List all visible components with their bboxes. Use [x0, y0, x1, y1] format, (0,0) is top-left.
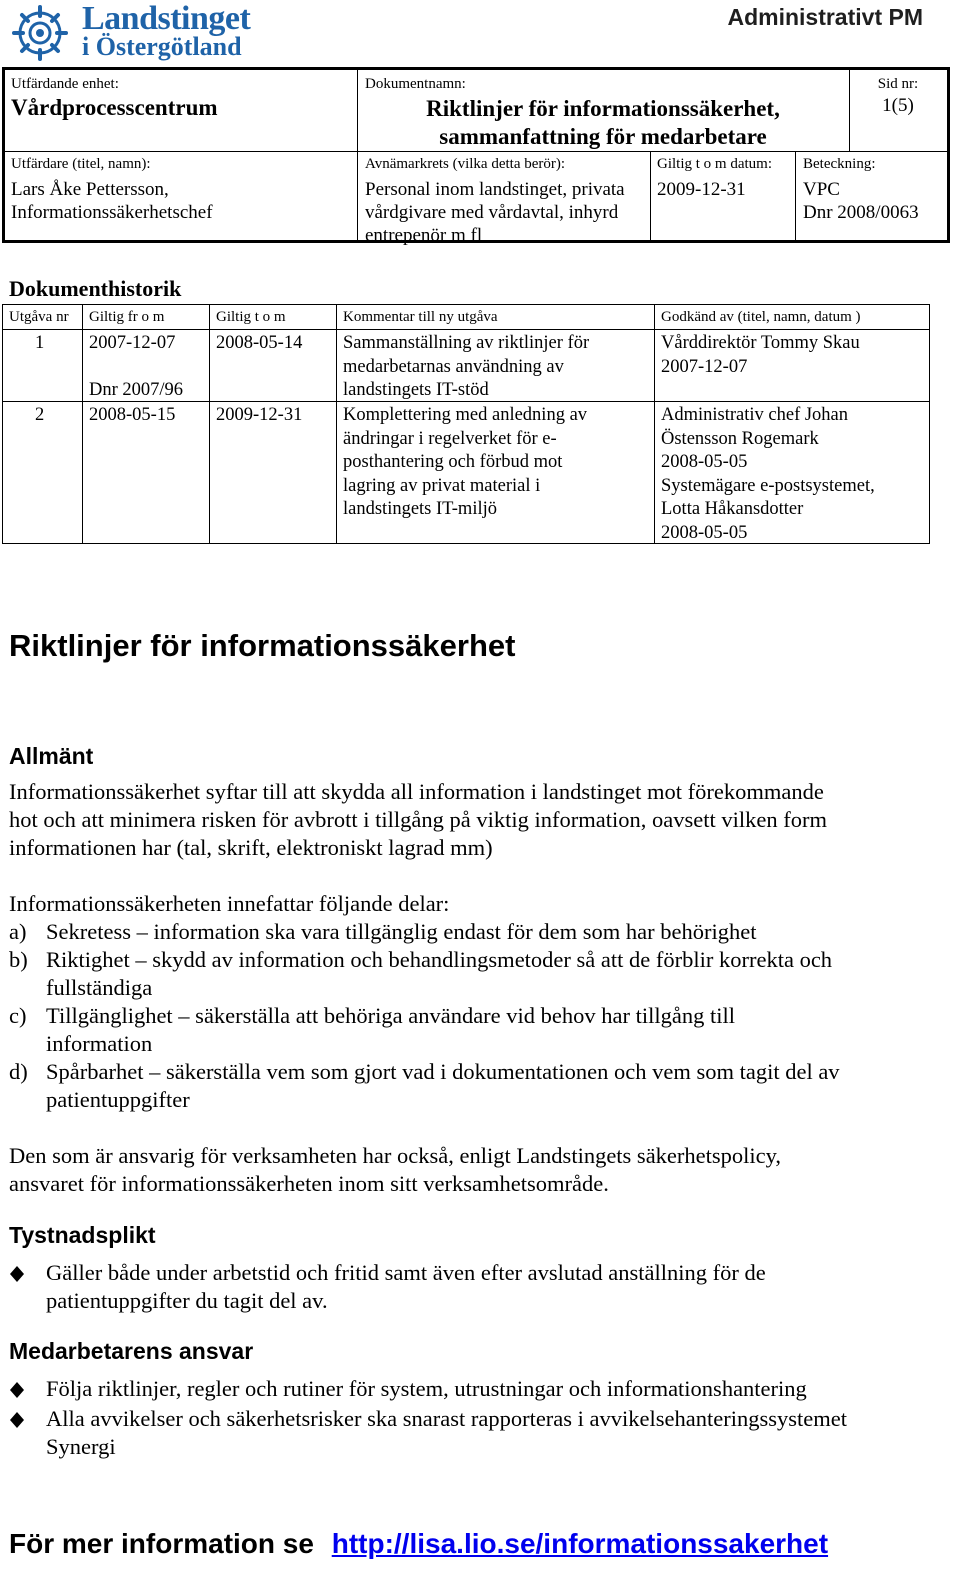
info-security-link[interactable]: http://lisa.lio.se/informationssakerhet: [331, 1528, 829, 1559]
audience-line: vårdgivare med vårdavtal, inhyrd: [365, 202, 619, 223]
document-name-line: Riktlinjer för informationssäkerhet,: [426, 96, 780, 121]
info-security-parts-list: [9, 918, 939, 1114]
list-item-text: Synergi: [46, 1434, 116, 1459]
section-heading-general: Allmänt: [9, 743, 94, 769]
designation-label: Beteckning:: [803, 156, 876, 172]
history-row2-comment: [343, 404, 587, 522]
audience-label: Avnämarkrets (vilka detta berör):: [365, 156, 566, 172]
list-item: [9, 1058, 939, 1114]
logo-line2: i Östergötland: [82, 32, 242, 61]
list-item-text: patientuppgifter du tagit del av.: [46, 1288, 328, 1313]
history-row2-to: 2009-12-31: [216, 405, 303, 425]
comment-line: medarbetarnas användning av: [343, 356, 564, 377]
logo: [8, 2, 268, 64]
history-row1-approved: [661, 332, 860, 379]
list-marker: b): [9, 947, 28, 972]
more-info-prefix: För mer information se: [9, 1528, 314, 1559]
list-item: [9, 918, 939, 946]
history-title: Dokumenthistorik: [9, 276, 182, 301]
list-item: [9, 1002, 939, 1058]
comment-line: posthantering och förbud mot: [343, 452, 563, 472]
diamond-bullet-icon: [10, 1412, 24, 1428]
list-item-text: patientuppgifter: [46, 1087, 190, 1112]
general-paragraph-2: [9, 1142, 781, 1198]
document-name-label: Dokumentnamn:: [365, 76, 466, 92]
comment-line: Komplettering med anledning av: [343, 405, 588, 425]
document-type: Administrativt PM: [727, 4, 923, 30]
approved-line: Vårddirektör Tommy Skau: [661, 333, 860, 353]
approved-line: Östensson Rogemark: [661, 428, 819, 449]
general-paragraph-1: [9, 778, 827, 862]
list-item: [9, 946, 939, 1002]
list-item-text: Följa riktlinjer, regler och rutiner för system, utrustningar och informationshantering: [46, 1376, 807, 1401]
responsibility-list: [9, 1375, 939, 1461]
page-number-label: Sid nr:: [877, 76, 919, 92]
list-marker: a): [9, 919, 27, 944]
list-item: [9, 1405, 939, 1461]
history-row1-from: 2007-12-07: [89, 333, 176, 353]
page-number-value: 1(5): [882, 95, 914, 116]
paragraph-line: ansvaret för informationssäkerheten inom sitt verksamhetsområde.: [9, 1171, 609, 1196]
history-row1-dnr: Dnr 2007/96: [89, 380, 184, 400]
comment-line: Sammanställning av riktlinjer för: [343, 333, 590, 353]
approved-line: Administrativ chef Johan: [661, 405, 849, 425]
general-intro: Informationssäkerheten innefattar följande delar:: [9, 891, 450, 916]
logo-line1: Landstinget: [82, 0, 251, 37]
comment-line: landstingets IT-miljö: [343, 499, 497, 519]
issuer-line: Informationssäkerhetschef: [11, 202, 213, 223]
section-heading-confidentiality: Tystnadsplikt: [9, 1222, 156, 1248]
list-item-text: Gäller både under arbetstid och fritid samt även efter avslutad anställning för de: [46, 1260, 766, 1285]
list-item-text: information: [46, 1031, 153, 1056]
heraldic-emblem-icon: [10, 4, 74, 62]
list-item-text: Spårbarhet – säkerställa vem som gjort vad i dokumentationen och vem som tagit del av: [46, 1059, 840, 1084]
list-marker: c): [9, 1003, 27, 1028]
document-header-table: [2, 67, 950, 246]
approved-line: Lotta Håkansdotter: [661, 499, 804, 519]
comment-line: landstingets IT-stöd: [343, 380, 489, 400]
paragraph-line: Informationssäkerhet syftar till att skydda all information i landstinget mot förekommande: [9, 779, 824, 804]
approved-line: Systemägare e-postsystemet,: [661, 475, 875, 496]
history-col-edition: Utgåva nr: [9, 309, 69, 325]
paragraph-line: Den som är ansvarig för verksamheten har också, enligt Landstingets säkerhetspolicy,: [9, 1143, 782, 1168]
history-table: [2, 304, 930, 544]
document-name-line: sammanfattning för medarbetare: [439, 124, 767, 149]
audience-value: [365, 178, 625, 247]
confidentiality-list: [9, 1259, 939, 1315]
comment-line: ändringar i regelverket för e-: [343, 428, 557, 449]
history-col-valid-to: Giltig t o m: [216, 309, 286, 325]
designation-line: VPC: [803, 179, 840, 200]
issuing-unit-label: Utfärdande enhet:: [11, 76, 119, 92]
list-item-text: Tillgänglighet – säkerställa att behöriga användare vid behov har tillgång till: [46, 1003, 735, 1028]
list-marker: d): [9, 1059, 28, 1084]
comment-line: lagring av privat material i: [343, 475, 541, 496]
audience-line: entrepenör m fl: [365, 225, 483, 246]
list-item: [9, 1375, 939, 1405]
history-row2-nr: 2: [35, 405, 45, 425]
issuer-value: [11, 178, 213, 224]
list-item: [9, 1259, 939, 1315]
history-row1-comment: [343, 332, 589, 403]
history-col-valid-from: Giltig fr o m: [89, 309, 165, 325]
more-info-footer: [9, 1528, 828, 1560]
approved-line: 2007-12-07: [661, 356, 748, 377]
issuer-label: Utfärdare (titel, namn):: [11, 156, 151, 172]
approved-line: 2008-05-05: [661, 452, 748, 472]
valid-until-label: Giltig t o m datum:: [657, 156, 772, 172]
valid-until-value: 2009-12-31: [657, 179, 746, 200]
diamond-bullet-icon: [10, 1382, 24, 1398]
list-item-text: Alla avvikelser och säkerhetsrisker ska snarast rapporteras i avvikelsehanteringssystemet: [46, 1406, 847, 1431]
list-item-text: Sekretess – information ska vara tillgänglig endast för dem som har behörighet: [46, 919, 757, 944]
document-name-value: [357, 95, 849, 151]
designation-line: Dnr 2008/0063: [803, 202, 919, 223]
approved-line: 2008-05-05: [661, 522, 748, 543]
history-row1-to: 2008-05-14: [216, 333, 303, 353]
list-item-text: Riktighet – skydd av information och behandlingsmetoder så att de förblir korrekta och: [46, 947, 833, 972]
paragraph-line: hot och att minimera risken för avbrott i tillgång på viktig information, oavsett vilken form: [9, 807, 827, 832]
page-title: Riktlinjer för informationssäkerhet: [9, 628, 516, 663]
history-row2-approved: [661, 404, 875, 545]
history-row1-nr: 1: [35, 333, 45, 353]
issuer-line: Lars Åke Pettersson,: [11, 179, 169, 200]
paragraph-line: informationen har (tal, skrift, elektroniskt lagrad mm): [9, 835, 493, 860]
list-item-text: fullständiga: [46, 975, 153, 1000]
history-col-approved: Godkänd av (titel, namn, datum ): [661, 309, 861, 325]
audience-line: Personal inom landstinget, privata: [365, 179, 625, 200]
issuing-unit-value: Vårdprocesscentrum: [11, 95, 218, 120]
designation-value: [803, 178, 919, 224]
diamond-bullet-icon: [10, 1266, 24, 1282]
history-row2-from: 2008-05-15: [89, 405, 176, 425]
history-col-comment: Kommentar till ny utgåva: [343, 309, 498, 325]
section-heading-responsibility: Medarbetarens ansvar: [9, 1338, 254, 1364]
